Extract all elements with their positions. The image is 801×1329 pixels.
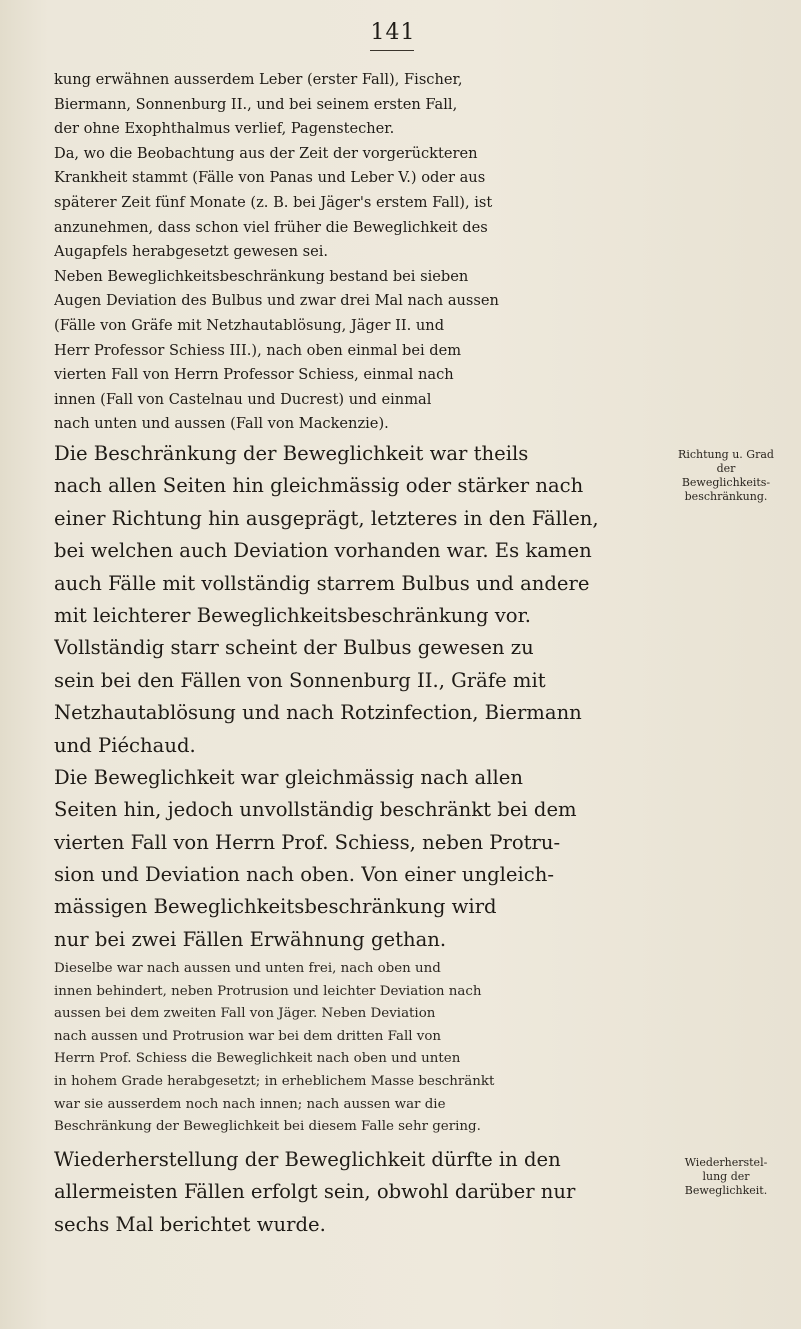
text-line: mässigen Beweglichkeitsbeschränkung wird xyxy=(54,895,497,919)
indented-note-block xyxy=(54,958,650,1139)
note-line: war sie ausserdem noch nach innen; nach aussen war die xyxy=(54,1096,446,1112)
text-line: Neben Beweglichkeitsbeschränkung bestand bei sieben xyxy=(54,267,469,285)
text-line: vierten Fall von Herrn Professor Schiess, einmal nach xyxy=(54,366,454,384)
text-line: Seiten hin, jedoch unvollständig beschränkt bei dem xyxy=(54,798,577,822)
paragraph-block-4 xyxy=(54,1144,650,1241)
note-line: nach aussen und Protrusion war bei dem dritten Fall von xyxy=(54,1028,442,1044)
text-line: anzunehmen, dass schon viel früher die Beweglichkeit des xyxy=(54,218,488,236)
page-number-rule xyxy=(370,50,414,51)
text-line: nur bei zwei Fällen Erwähnung gethan. xyxy=(54,927,447,951)
margin-note-line: Wiederherstel- xyxy=(684,1156,768,1169)
margin-note-line: beschränkung. xyxy=(684,490,768,503)
text-line: Die Beweglichkeit war gleichmässig nach allen xyxy=(54,765,523,789)
note-line: Dieselbe war nach aussen und unten frei, nach oben und xyxy=(54,961,441,976)
text-line: Krankheit stammt (Fälle von Panas und Leber V.) oder aus xyxy=(54,169,486,187)
text-line: mit leichterer Beweglichkeitsbeschränkung vor. xyxy=(54,603,532,627)
text-line: Netzhautablösung und nach Rotzinfection, Biermann xyxy=(54,701,582,725)
margin-note-line: Beweglichkeit. xyxy=(684,1184,768,1197)
paragraph-block-1 xyxy=(54,68,650,437)
margin-note-line: Beweglichkeits- xyxy=(681,476,771,489)
paragraph-block-2 xyxy=(54,438,650,956)
note-line: Herrn Prof. Schiess die Beweglichkeit nach oben und unten xyxy=(54,1051,461,1067)
margin-note-richtung xyxy=(656,448,796,504)
margin-note-line: lung der xyxy=(702,1170,750,1183)
note-line: in hohem Grade herabgesetzt; in erheblichem Masse beschränkt xyxy=(54,1073,495,1089)
text-line: allermeisten Fällen erfolgt sein, obwohl darüber nur xyxy=(54,1180,576,1204)
text-line: innen (Fall von Castelnau und Ducrest) und einmal xyxy=(54,390,432,408)
page-number: 141 xyxy=(370,20,416,45)
text-line: vierten Fall von Herrn Prof. Schiess, neben Protru- xyxy=(54,830,561,854)
text-line: nach unten und aussen (Fall von Mackenzie). xyxy=(54,415,389,433)
text-line: sein bei den Fällen von Sonnenburg II., Gräfe mit xyxy=(54,668,546,692)
margin-note-wiederherstellung xyxy=(656,1156,796,1198)
text-line: nach allen Seiten hin gleichmässig oder stärker nach xyxy=(54,474,584,498)
text-line: Augapfels herabgesetzt gewesen sei. xyxy=(54,243,329,261)
text-line: Herr Professor Schiess III.), nach oben einmal bei dem xyxy=(54,341,462,359)
text-line: einer Richtung hin ausgeprägt, letzteres in den Fällen, xyxy=(54,506,599,530)
text-line: Wiederherstellung der Beweglichkeit dürfte in den xyxy=(54,1148,561,1171)
text-line: Augen Deviation des Bulbus und zwar drei Mal nach aussen xyxy=(54,292,499,310)
text-line: kung erwähnen ausserdem Leber (erster Fall), Fischer, xyxy=(54,71,463,88)
text-line: Die Beschränkung der Beweglichkeit war theils xyxy=(54,442,529,465)
text-line: der ohne Exophthalmus verlief, Pagenstecher. xyxy=(54,120,395,138)
text-line: sion und Deviation nach oben. Von einer ungleich- xyxy=(54,863,555,887)
text-line: und Piéchaud. xyxy=(54,733,196,757)
text-line: bei welchen auch Deviation vorhanden war. Es kamen xyxy=(54,539,592,563)
text-line: Biermann, Sonnenburg II., und bei seinem ersten Fall, xyxy=(54,95,458,113)
text-line: Vollständig starr scheint der Bulbus gewesen zu xyxy=(54,636,534,660)
margin-note-line: Richtung u. Grad xyxy=(678,448,774,461)
text-line: Da, wo die Beobachtung aus der Zeit der vorgerückteren xyxy=(54,144,478,162)
margin-note-line: der xyxy=(716,462,736,475)
text-line: (Fälle von Gräfe mit Netzhautablösung, Jäger II. und xyxy=(54,316,445,334)
note-line: aussen bei dem zweiten Fall von Jäger. Neben Deviation xyxy=(54,1006,436,1022)
note-line: innen behindert, neben Protrusion und leichter Deviation nach xyxy=(54,983,482,999)
note-line: Beschränkung der Beweglichkeit bei diesem Falle sehr gering. xyxy=(54,1119,481,1135)
text-line: sechs Mal berichtet wurde. xyxy=(54,1212,326,1236)
text-line: auch Fälle mit vollständig starrem Bulbus und andere xyxy=(54,571,590,595)
text-line: späterer Zeit fünf Monate (z. B. bei Jäger's erstem Fall), ist xyxy=(54,193,493,211)
